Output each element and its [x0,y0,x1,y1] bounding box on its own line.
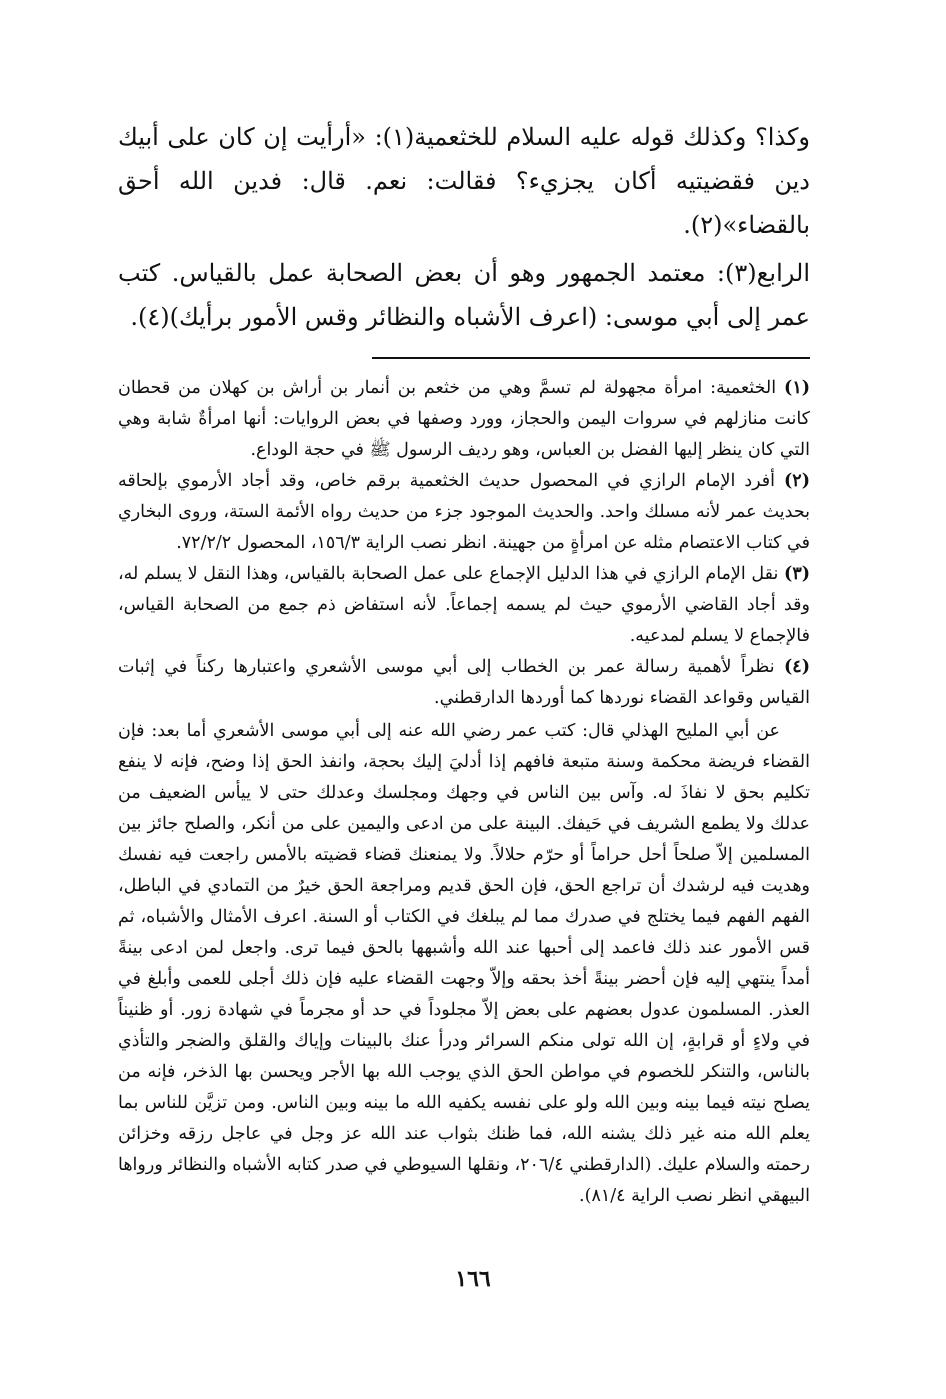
footnote-text: نظراً لأهمية رسالة عمر بن الخطاب إلى أبي موسى الأشعري واعتبارها ركناً في إثبات القياس وقواعد القضاء نوردها كما أوردها الدارقطني. [118,657,810,708]
footnote-number: (١) [784,378,810,398]
footnote-text: نقل الإمام الرازي في هذا الدليل الإجماع على عمل الصحابة بالقياس، وهذا النقل لا يسلم له، وقد أجاد القاضي الأرموي حيث لم يسمه إجماعاً. لأنه استفاض ذم جمع من الصحابة القياس، فالإجماع لا يسلم لمدعيه. [118,564,810,646]
page-content [118,115,810,1212]
footnote [118,466,810,559]
footnote-text: أفرد الإمام الرازي في المحصول حديث الخثعمية برقم خاص، وقد أجاد الأرموي بإلحاقه بحديث عمر لأنه مسلك واحد. والحديث الموجود جزء من حديث رواه الأئمة الستة، وروى البخاري في كتاب الاعتصام مثله عن امرأةٍ من جهينة. انظر نصب الراية ١٥٦/٣، المحصول ٧٢/٢/٢. [118,471,810,553]
main-paragraph: وكذا؟ وكذلك قوله عليه السلام للخثعمية(١): «أرأيت إن كان على أبيك دين فقضيتيه أكان يجزيء؟ فقالت: نعم. قال: فدين الله أحق بالقضاء»(٢). [118,123,810,239]
footnote-divider [372,357,810,359]
footnote-number: (٢) [784,471,810,491]
main-text [118,115,810,339]
footnote-text: الخثعمية: امرأة مجهولة لم تسمَّ وهي من خثعم بن أنمار بن أراش بن كهلان من قحطان كانت منازلهم في سروات اليمن والحجاز، وورد وصفها في بعض الروايات: أنها امرأةٌ شابة وهي التي كان ينظر إليها الفضل بن العباس، وهو رديف الرسول ﷺ في حجة الوداع. [118,378,810,460]
letter-text: عن أبي المليح الهذلي قال: كتب عمر رضي الله عنه إلى أبي موسى الأشعري أما بعد: فإن القضاء فريضة محكمة وسنة متبعة فافهم إذا أدليَ إليك بحجة، وانفذ الحق إذا وضح، فإنه لا ينفع تكليم بحق لا نفاذَ له. وآس بين الناس في وجهك ومجلسك وعدلك حتى لا ييأس الضعيف من عدلك ولا يطمع الشريف في حَيفك. البينة على من ادعى واليمين على من أنكر، والصلح جائز بين المسلمين إلاّ صلحاً أحل حراماً أو حرّم حلالاً. ولا يمنعنك قضاء قضيته بالأمس راجعت فيه نفسك وهديت فيه لرشدك أن تراجع الحق، فإن الحق قديم ومراجعة الحق خيرٌ من التمادي في الباطل، الفهم الفهم فيما يختلج في صدرك مما لم يبلغك في الكتاب أو السنة. اعرف الأمثال والأشباه، ثم قس الأمور عند ذلك فاعمد إلى أحبها عند الله وأشبهها بالحق فيما ترى. واجعل لمن ادعى بينةً أمداً ينتهي إليه فإن أحضر بينةً أخذ بحقه وإلاّ وجهت القضاء عليه فإن ذلك أجلى للعمى وأبلغ في العذر. المسلمون عدول بعضهم على بعض إلاّ مجلوداً في حد أو مجرماً في شهادة زور. أو ظنيناً في ولاءٍ أو قرابةٍ، إن الله تولى منكم السرائر ودرأ عنك بالبينات وإياك والقلق والضجر والتأذي بالناس، والتنكر للخصوم في مواطن الحق الذي يوجب الله بها الأجر ويحسن بها الذخر، فإنه من يصلح نيته فيما بينه وبين الله ولو على نفسه يكفيه الله ما بينه وبين الناس. ومن تزيَّن للناس بما يعلم الله منه غير ذلك يشنه الله، فما ظنك بثواب عند الله عز وجل في عاجل رزقه وخزائن رحمته والسلام عليك. (الدارقطني ٢٠٦/٤، ونقلها السيوطي في صدر كتابه الأشباه والنظائر ورواها البيهقي انظر نصب الراية ٨١/٤). [118,721,810,1206]
footnotes [118,373,810,1212]
footnote [118,559,810,652]
footnote [118,652,810,714]
footnote-number: (٤) [784,657,810,677]
main-paragraph: الرابع(٣): معتمد الجمهور وهو أن بعض الصحابة عمل بالقياس. كتب عمر إلى أبي موسى: (اعرف الأشباه والنظائر وقس الأمور برأيك)(٤). [118,259,810,331]
footnote [118,373,810,466]
page-number: ١٦٦ [455,1266,491,1292]
footnote-number: (٣) [784,564,810,584]
